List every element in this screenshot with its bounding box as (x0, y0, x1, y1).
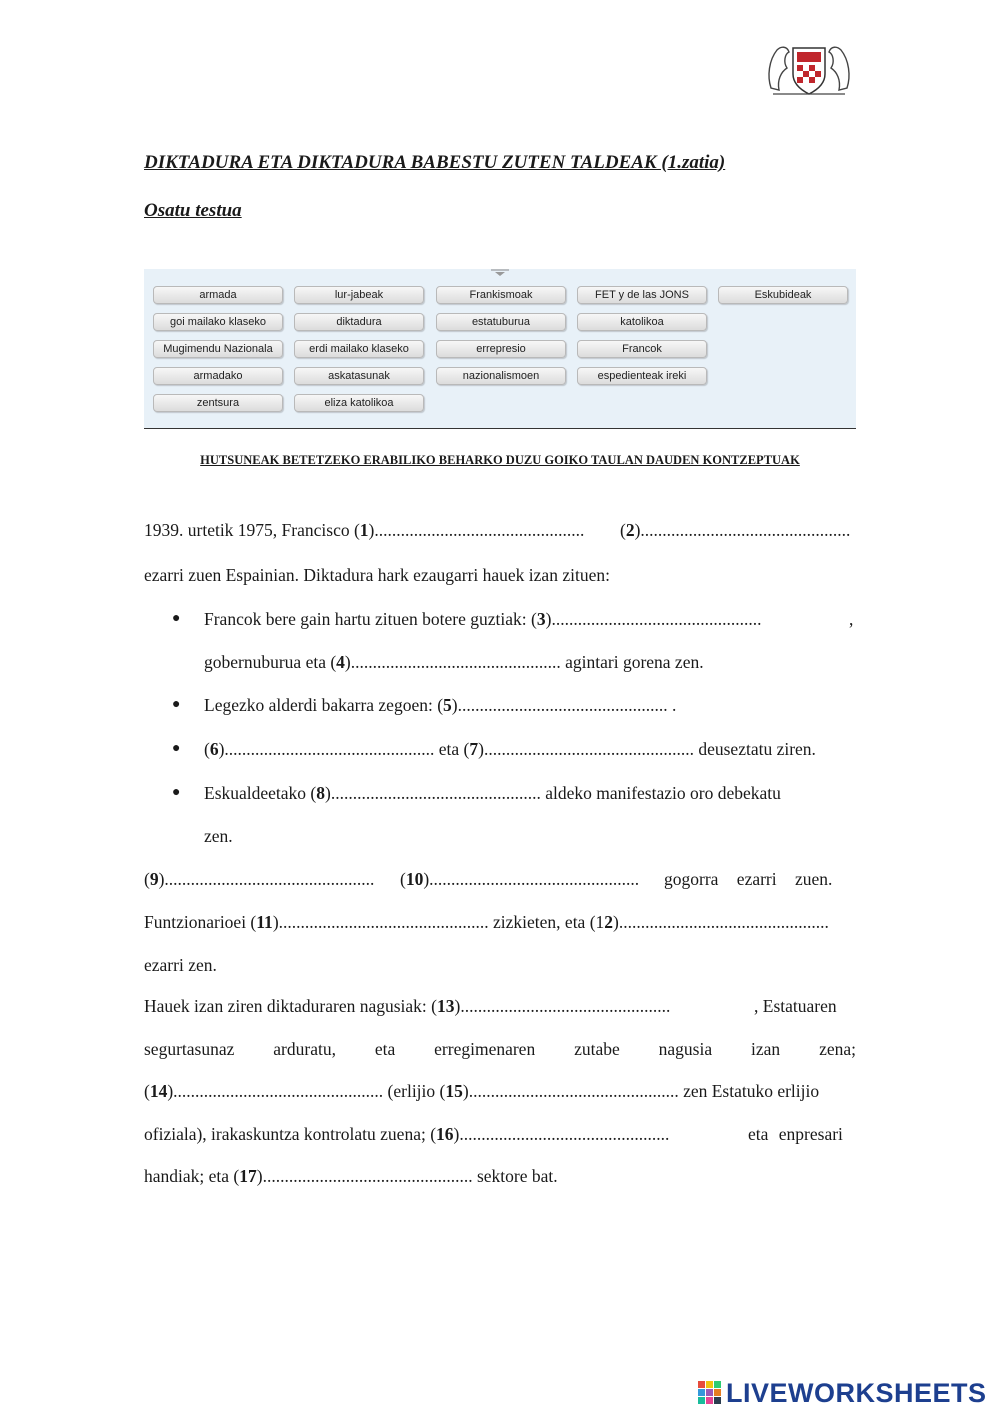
bullet-2-line: Legezko alderdi bakarra zegoen: (5)................................................ . (204, 695, 677, 715)
word-chip[interactable]: nazionalismoen (436, 367, 566, 385)
bullet-1-comma: , (849, 609, 854, 629)
paragraph-11-line: Funtzionarioei (11)................................................ zizkieten, eta (12)................................................ (144, 912, 829, 932)
bullet-1-line-1: Francok bere gain hartu zituen botere guztiak: (3)................................................ (204, 609, 762, 629)
blank-6[interactable]: ................................................ (224, 739, 435, 759)
paragraph-16-end: eta enpresari (748, 1124, 843, 1144)
blank-number: 2 (625, 520, 635, 540)
liveworksheets-logo (698, 1378, 987, 1408)
blank-number: 1 (359, 520, 369, 540)
word-chip[interactable]: eliza katolikoa (294, 394, 424, 412)
text-line-2: ezarri zuen Espainian. Diktadura hark ezaugarri hauek izan zituen: (144, 565, 610, 585)
paragraph-12-end: ezarri zen. (144, 955, 217, 975)
paragraph-14-line: (14)................................................ (erlijio (15)................................................ zen Estatuko erlijio (144, 1081, 820, 1101)
liveworksheets-brand: LIVEWORKSHEETS (726, 1377, 987, 1408)
word-chip[interactable]: Mugimendu Nazionala (153, 340, 283, 358)
blank-16[interactable]: ................................................ (459, 1124, 670, 1144)
paragraph-13-end: , Estatuaren (754, 996, 837, 1016)
blank-2[interactable]: ................................................ (640, 520, 851, 540)
paragraph-9-end: gogorra ezarri zuen. (664, 869, 833, 889)
word-chip[interactable]: espedienteak ireki (577, 367, 707, 385)
bullet-icon: ● (172, 697, 181, 712)
page-title: DIKTADURA ETA DIKTADURA BABESTU ZUTEN TALDEAK (1.zatia) (144, 152, 726, 173)
bullet-3-line: (6)................................................ eta (7)................................................ deuseztatu ziren. (204, 739, 816, 759)
bullet-4-line-1: Eskualdeetako (8)................................................ aldeko manifestazio oro debekatu (204, 783, 781, 803)
paragraph-16-line: ofiziala), irakaskuntza kontrolatu zuena; (16)................................................ (144, 1124, 670, 1144)
word-chip[interactable]: erdi mailako klaseko (294, 340, 424, 358)
blank-11[interactable]: ................................................ (278, 912, 489, 932)
word-chip[interactable]: diktadura (294, 313, 424, 331)
blank-10[interactable]: ................................................ (429, 869, 640, 889)
word-chip[interactable]: armada (153, 286, 283, 304)
blank-15[interactable]: ................................................ (468, 1081, 679, 1101)
instruction-text: HUTSUNEAK BETETZEKO ERABILIKO BEHARKO DUZU GOIKO TAULAN DAUDEN KONTZEPTUAK (200, 453, 800, 467)
word-chip[interactable]: lur-jabeak (294, 286, 424, 304)
bullet-1-line-2: gobernuburua eta (4)................................................ agintari gorena zen. (204, 652, 704, 672)
blank-5[interactable]: ................................................ (457, 695, 668, 715)
paragraph-13-line: Hauek izan ziren diktaduraren nagusiak: (13)................................................ (144, 996, 671, 1016)
paragraph-9-line: (9)................................................ (144, 869, 375, 889)
word-bank (144, 269, 856, 429)
word-chip[interactable]: FET y de las JONS (577, 286, 707, 304)
bullet-icon: ● (172, 741, 181, 756)
school-crest-logo (763, 38, 855, 98)
blank-3[interactable]: ................................................ (551, 609, 762, 629)
word-chip[interactable]: errepresio (436, 340, 566, 358)
word-chip[interactable]: askatasunak (294, 367, 424, 385)
paragraph-10-line: (10)................................................ (400, 869, 640, 889)
blank-8[interactable]: ................................................ (330, 783, 541, 803)
blank-14[interactable]: ................................................ (173, 1081, 384, 1101)
blank-13[interactable]: ................................................ (460, 996, 671, 1016)
word-chip[interactable]: Frankismoak (436, 286, 566, 304)
word-chip[interactable]: goi mailako klaseko (153, 313, 283, 331)
page-subtitle: Osatu testua (144, 200, 242, 221)
blank-12[interactable]: ................................................ (618, 912, 829, 932)
text-line-1: 1939. urtetik 1975, Francisco (1)................................................ (2)................................................ (144, 520, 851, 540)
word-chip[interactable]: armadako (153, 367, 283, 385)
drag-handle-icon[interactable] (490, 269, 510, 277)
blank-4[interactable]: ................................................ (350, 652, 561, 672)
word-chip[interactable]: estatuburua (436, 313, 566, 331)
blank-7[interactable]: ................................................ (483, 739, 694, 759)
bullet-4-line-2: zen. (204, 826, 233, 846)
word-chip[interactable]: zentsura (153, 394, 283, 412)
paragraph-14-intro: segurtasunaz arduratu, eta erregimenaren zutabe nagusia izan zena; (144, 1039, 856, 1059)
blank-1[interactable]: ................................................ (374, 520, 585, 540)
bullet-icon: ● (172, 785, 181, 800)
paragraph-17-line: handiak; eta (17)................................................ sektore bat. (144, 1166, 558, 1186)
bullet-icon: ● (172, 611, 181, 626)
word-chip[interactable]: katolikoa (577, 313, 707, 331)
blank-9[interactable]: ................................................ (164, 869, 375, 889)
word-chip[interactable]: Francok (577, 340, 707, 358)
blank-17[interactable]: ................................................ (262, 1166, 473, 1186)
word-chip[interactable]: Eskubideak (718, 286, 848, 304)
liveworksheets-icon (698, 1381, 722, 1405)
